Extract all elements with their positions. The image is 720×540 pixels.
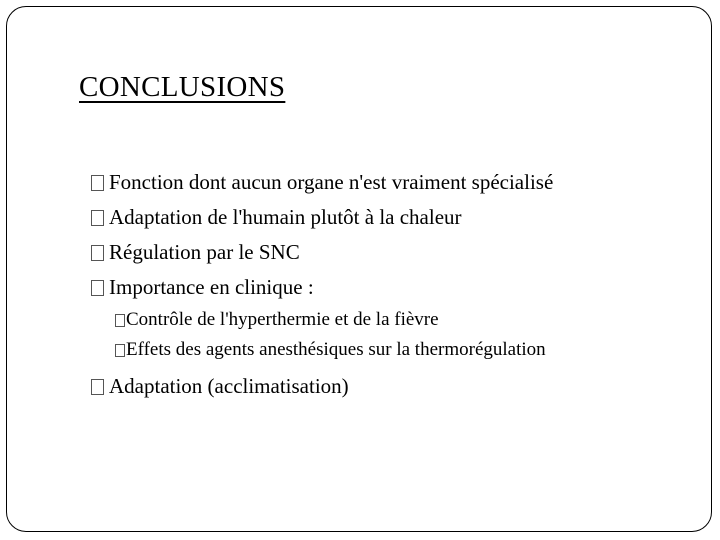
slide-title: CONCLUSIONS — [79, 71, 286, 103]
square-bullet-icon — [115, 344, 125, 357]
sub-bullet-item — [91, 335, 553, 365]
square-bullet-icon — [91, 175, 104, 191]
square-bullet-icon — [91, 280, 104, 296]
bullet-text: Adaptation (acclimatisation) — [109, 374, 349, 398]
bullet-item — [91, 369, 553, 404]
bullet-text: Fonction dont aucun organe n'est vraiment spécialisé — [109, 170, 554, 194]
sub-bullet-text: Contrôle de l'hyperthermie et de la fièvre — [126, 309, 439, 330]
bullet-text: Adaptation de l'humain plutôt à la chaleur — [109, 205, 462, 229]
square-bullet-icon — [91, 245, 104, 261]
bullet-list — [91, 165, 553, 404]
bullet-item — [91, 235, 553, 270]
square-bullet-icon — [91, 210, 104, 226]
sub-bullet-text: Effets des agents anesthésiques sur la thermorégulation — [126, 339, 546, 360]
bullet-text: Régulation par le SNC — [109, 240, 300, 264]
bullet-item — [91, 270, 553, 305]
square-bullet-icon — [91, 379, 104, 395]
bullet-item — [91, 200, 553, 235]
slide — [6, 6, 712, 532]
bullet-text: Importance en clinique : — [109, 275, 314, 299]
bullet-item — [91, 165, 553, 200]
sub-bullet-item — [91, 305, 553, 335]
square-bullet-icon — [115, 314, 125, 327]
